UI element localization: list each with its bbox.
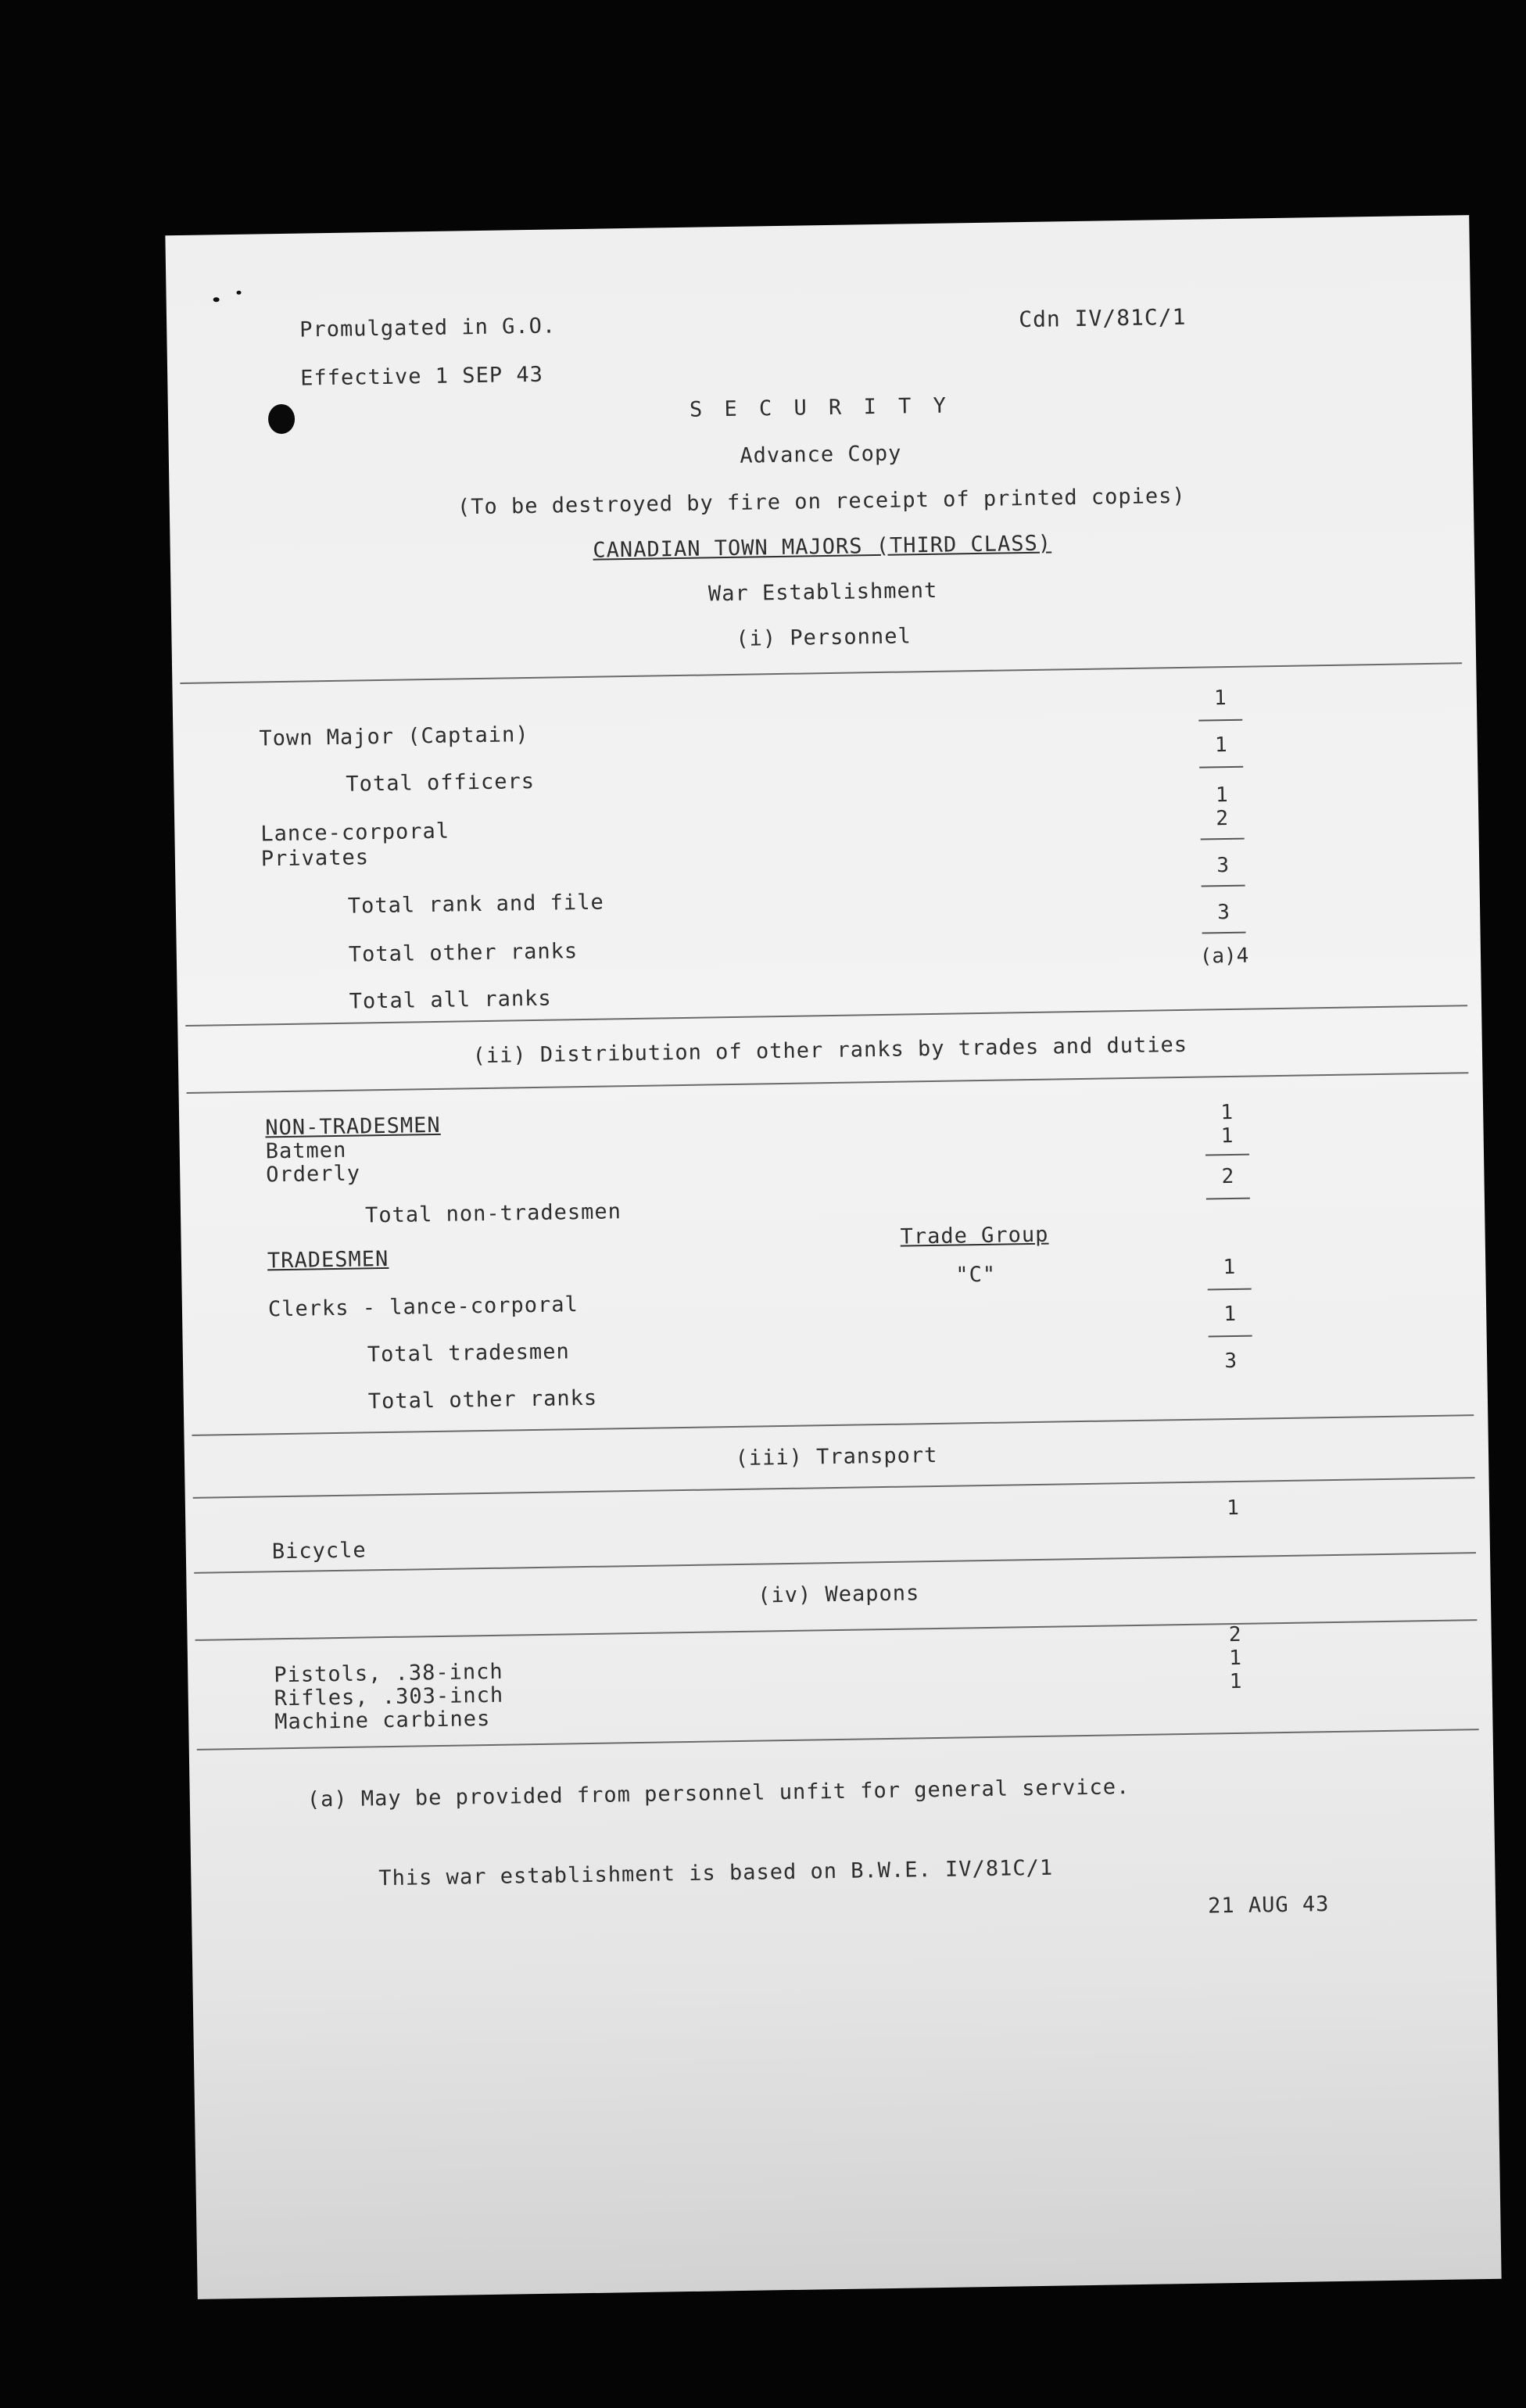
destroy-note: (To be destroyed by fire on receipt of printed copies): [457, 483, 1186, 520]
total-tradesmen-label: Total tradesmen: [367, 1339, 570, 1367]
sum-line: [1208, 1288, 1252, 1291]
total-all-ranks-value: (a)4: [1199, 944, 1249, 969]
divider: [192, 1414, 1474, 1436]
document-page: [165, 215, 1501, 2299]
privates-label: Privates: [260, 845, 370, 872]
footnote: (a) May be provided from personnel unfit for general service.: [306, 1775, 1130, 1812]
total-tradesmen-value: 1: [1223, 1302, 1237, 1327]
tradesmen-heading: TRADESMEN: [267, 1246, 389, 1274]
distribution-heading: (ii) Distribution of other ranks by trades and duties: [472, 1032, 1188, 1069]
total-other-ranks-label: Total other ranks: [348, 939, 579, 967]
rifles-label: Rifles, .303-inch: [274, 1682, 504, 1711]
lance-corporal-label: Lance-corporal: [260, 819, 450, 847]
total-officers-value: 1: [1214, 733, 1227, 758]
transport-heading: (iii) Transport: [735, 1442, 938, 1471]
document-date: 21 AUG 43: [1207, 1892, 1330, 1919]
sum-line: [1202, 885, 1245, 887]
batmen-label: Batmen: [265, 1138, 347, 1164]
town-major-value: 1: [1213, 686, 1227, 711]
divider: [180, 662, 1462, 684]
sum-line: [1209, 1335, 1252, 1338]
non-tradesmen-heading: NON-TRADESMEN: [265, 1113, 441, 1141]
divider: [194, 1552, 1476, 1574]
clerks-value: 1: [1223, 1255, 1236, 1280]
ink-speck: [213, 297, 220, 302]
clerks-trade-group: "C": [955, 1262, 997, 1288]
bicycle-label: Bicycle: [271, 1538, 367, 1564]
ink-speck: [236, 291, 241, 295]
pistols-value: 2: [1228, 1622, 1241, 1647]
promulgated-line: Promulgated in G.O.: [299, 314, 557, 342]
distribution-total-other-ranks-label: Total other ranks: [367, 1385, 598, 1414]
sum-line: [1206, 1198, 1250, 1200]
rifles-value: 1: [1229, 1646, 1242, 1671]
privates-value: 2: [1216, 806, 1229, 831]
reference-number: Cdn IV/81C/1: [1018, 303, 1187, 333]
sum-line: [1199, 766, 1243, 769]
distribution-total-other-ranks-value: 3: [1224, 1349, 1238, 1374]
weapons-heading: (iv) Weapons: [758, 1581, 920, 1608]
total-officers-label: Total officers: [346, 769, 536, 797]
machine-carbines-value: 1: [1229, 1669, 1242, 1694]
trade-group-heading: Trade Group: [900, 1222, 1049, 1249]
divider: [195, 1619, 1478, 1641]
basis-note: This war establishment is based on B.W.E. IV/81C/1: [378, 1855, 1054, 1891]
machine-carbines-label: Machine carbines: [274, 1706, 491, 1735]
divider: [193, 1477, 1475, 1499]
sum-line: [1198, 719, 1242, 722]
total-non-tradesmen-value: 2: [1221, 1164, 1234, 1189]
bicycle-value: 1: [1227, 1496, 1240, 1521]
lance-corporal-value: 1: [1215, 783, 1228, 808]
sum-line: [1201, 838, 1245, 840]
orderly-value: 1: [1220, 1123, 1234, 1148]
effective-date: Effective 1 SEP 43: [300, 362, 544, 391]
town-major-label: Town Major (Captain): [259, 722, 529, 751]
total-all-ranks-label: Total all ranks: [349, 986, 552, 1014]
pistols-label: Pistols, .38-inch: [274, 1659, 503, 1688]
batmen-value: 1: [1220, 1100, 1234, 1125]
divider: [187, 1072, 1469, 1094]
total-rank-and-file-value: 3: [1216, 853, 1230, 878]
sum-line: [1205, 1154, 1249, 1156]
orderly-label: Orderly: [266, 1161, 361, 1188]
unit-title: CANADIAN TOWN MAJORS (THIRD CLASS): [593, 531, 1052, 563]
security-title: S E C U R I T Y: [689, 393, 951, 422]
total-rank-and-file-label: Total rank and file: [347, 890, 604, 919]
war-establishment-title: War Establishment: [707, 578, 938, 607]
clerks-label: Clerks - lance-corporal: [267, 1292, 579, 1322]
total-non-tradesmen-label: Total non-tradesmen: [364, 1199, 622, 1228]
advance-copy: Advance Copy: [740, 441, 902, 468]
total-other-ranks-value: 3: [1217, 900, 1230, 925]
sum-line: [1202, 932, 1246, 934]
personnel-heading: (i) Personnel: [736, 624, 912, 651]
